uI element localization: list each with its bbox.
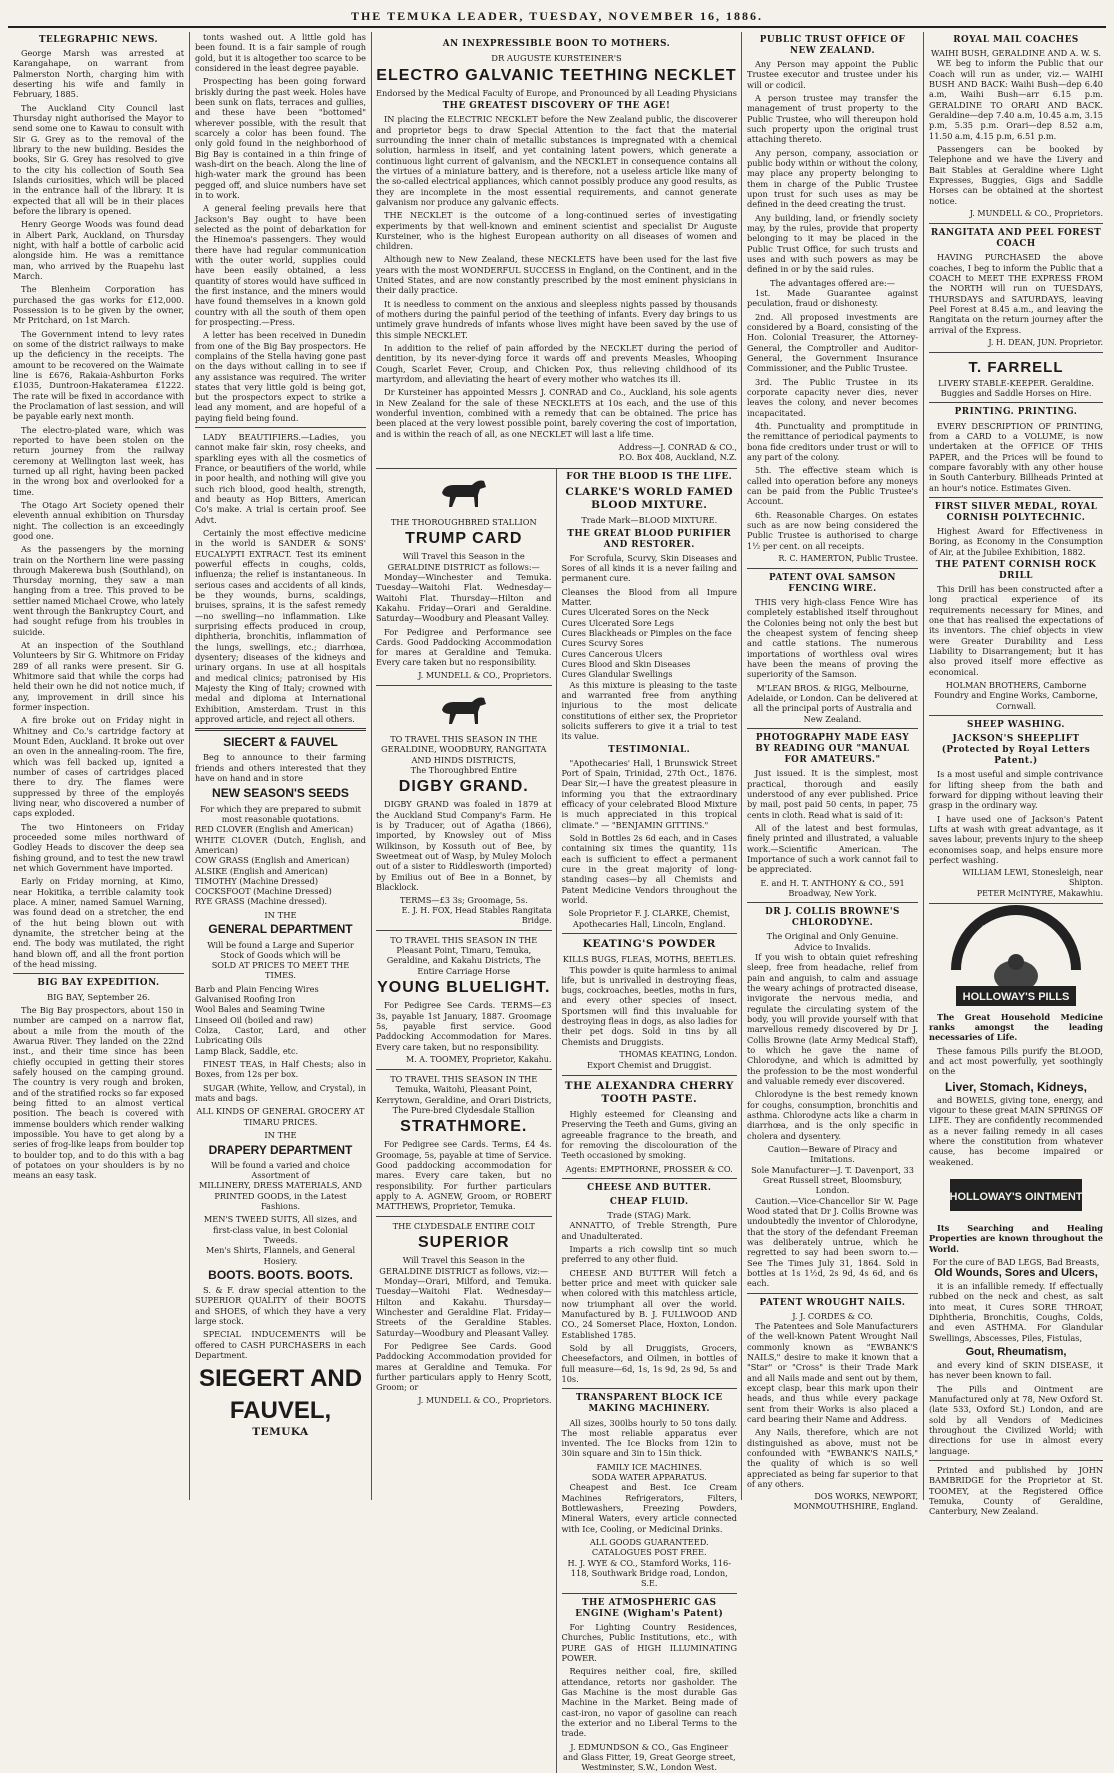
- annatto: ANNATTO, of Treble Strength, Pure and Unadulterated.: [561, 1220, 737, 1241]
- gout-text: and every kind of SKIN DISEASE, it has never been known to fail.: [929, 1359, 1103, 1381]
- list-item: Cures Glandular Swellings: [561, 669, 673, 680]
- digby-pre: TO TRAVEL THIS SEASON IN THE GERALDINE, WOODBURY, RANGITATA AND HINDS DISTRICTS,: [381, 733, 547, 765]
- news-paragraph: The electro-plated ware, which was reported to have been stolen on the return journey from the railway ceremony at Wellington last week, has turned up all right, having been packed in the wrong box and overlooked for a time.: [13, 424, 184, 497]
- list-item: Linseed Oil (boiled and raw): [195, 1014, 313, 1025]
- soda-text: Cheapest and Best. Ice Cream Machines Refrigerators, Filters, Bottlewashers, Freezing Powders, Mineral Waters, every article connected with Ice, Cooling, or Medicinal Drinks.: [561, 1482, 737, 1534]
- blood-sold: Sold in Bottles 2s 6d each, and in Cases containing six times the quantity, 11s each is sufficient to effect a permanent cure in the great majority of long-standing cases—by all Chemists and Patent Medicine Vendors throughout the world.: [561, 833, 737, 905]
- trump-title: TRUMP CARD: [405, 530, 523, 548]
- chlorodyne-caution: Caution—Beware of Piracy and Imitations.: [767, 1143, 898, 1165]
- blood-para: As this mixture is pleasing to the taste and warranted free from anything injurious to the most delicate constitutions of either sex, the Proprietor solicits sufferers to give it a trial to test its value.: [561, 679, 737, 742]
- list-item: Cures Ulcerated Sores on the Neck: [561, 607, 709, 618]
- mail-more: Passengers can be booked by Telephone and we have the Livery and Bait Stables at Geraldine where Light Expresses, Buggies, Gigs and Saddle Horses can be obtained at the shortest notice.: [929, 144, 1103, 206]
- seeds-intro: For which they are prepared to submit most reasonable quotations.: [200, 803, 361, 824]
- sugar-notice: SUGAR (White, Yellow, and Crystal), in mats and bags.: [195, 1082, 366, 1104]
- ice-text: All sizes, 300lbs hourly to 50 tons daily. The most reliable apparatus ever invented. The Ice Blocks from 12in to 30in square and 3in to 15in thick.: [561, 1417, 737, 1459]
- gout-heading: Gout, Rheumatism,: [965, 1346, 1067, 1359]
- divider: [376, 930, 552, 931]
- cures-list: [562, 587, 738, 680]
- strathmore-places: Temuka, Waitohi, Pleasant Point, Kerrytown, Geraldine, and Orari Districts, The Pure-bred Clydesdale Stallion: [376, 1084, 552, 1115]
- bluelight-places: Pleasant Point, Timaru, Temuka, Geraldine, and Kakahu Districts, The Entire Carriage Horse: [386, 945, 541, 976]
- digby-sub: The Thoroughbred Entire: [410, 764, 517, 775]
- photo-more: All of the latest and best formulas, finely printed and illustrated, a valuable work.—Scientific American. The Importance of such a work cannot fail to be appreciated.: [747, 822, 918, 875]
- nails-title: PATENT WROUGHT NAILS.: [759, 1297, 906, 1308]
- list-item: Cures Cancerous Ulcers: [561, 648, 663, 659]
- necklet-address-2: P.O. Box 408, Auckland, N.Z.: [618, 452, 737, 463]
- chlorodyne-more: Chlorodyne is the best remedy known for coughs, consumption, bronchitis and asthma. Chlorodyne acts like a charm in diarrhœa, and is the only specific in cholera and dysentery.: [747, 1089, 918, 1141]
- digby-terms: TERMS—£3 3s; Groomage, 5s.: [399, 895, 528, 906]
- boots-text: S. & F. draw special attention to the SUPERIOR QUALITY of their BOOTS and SHOES, of which they have a very large stock.: [195, 1285, 366, 1327]
- nails-signature: J. J. CORDES & CO.: [792, 1310, 873, 1321]
- grocery-notice: ALL KINDS OF GENERAL GROCERY AT TIMARU PRICES.: [196, 1106, 365, 1127]
- firm-intro: Beg to announce to their farming friends and others interested that they have on hand and in store: [195, 752, 366, 784]
- divider: [562, 1178, 738, 1179]
- advantage-item: 1st. Made Guarantee against peculation, fraud or dishonesty.: [747, 288, 918, 309]
- eucalypti-notice: Certainly the most effective medicine in the world is SANDER & SONS' EUCALYPTI EXTRACT. Test its eminent powerful effects in coughs, colds, influenza; the relief is instantaneous. In serious cases and accidents of all kinds, be they wounds, burns, scaldings, bruises, sprains, it is the safest remedy—no swelling—no inflammation. Like surprising effects produced in croup, diphtheria, bronchitis, inflammation of the lungs, swellings, etc.; diarrhœa, dysentery; diseases of the kidneys and urinary organs. In use at all hospitals and medical clinics; patronised by His Majesty the King of Italy; crowned with medal and diploma at International Exhibition, Amsterdam. Trust in this approved article, and reject all others.: [195, 528, 366, 724]
- news-paragraph: The Auckland City Council last Thursday night authorised the Mayor to send some one to Kawau to consult with Sir G. Grey as to the removal of the library to the new building. Besides the books, Sir G. Grey has resolved to give to the city his collection of South Sea Islands curiosities, which will be placed in the entrance hall of the library. It is expected that all will be in their places before the library is opened.: [13, 102, 184, 216]
- trust-paragraph: Any Person may appoint the Public Trustee executor and trustee under his will or codicil.: [747, 59, 918, 90]
- trust-paragraph: A person trustee may transfer the management of trust property to the Public Trustee, who will thereupon hold such property upon the original trust attaching thereto.: [747, 93, 918, 145]
- necklet-endorsed: Endorsed by the Medical Faculty of Europe, and Pronounced by all Leading Physicians: [376, 87, 737, 98]
- trust-title: PUBLIC TRUST OFFICE OF NEW ZEALAND.: [759, 35, 906, 57]
- superior-days: Monday—Orari, Milford, and Temuka. Tuesday—Waitohi Flat. Wednesday—Hilton and Kakahu. Thursday—Winchester and Geraldine Flat. Friday—Streets of the Geraldine Stables. Saturday—Woodbury and Pleasant Valley.: [376, 1275, 552, 1338]
- chlorodyne-last: Caution.—Vice-Chancellor Sir W. Page Wood stated that Dr J. Collis Browne was undoubtedly the inventor of Chlorodyne, that the story of the defendant Freeman was deliberately untrue, which he regretted to say had been sworn to.—See The Times July 31, 1864. Sold in bottles at 1s 1½d, 2s 9d, 4s 6d, and 6s each.: [747, 1195, 918, 1289]
- list-item: WHITE CLOVER (Dutch, English, and American): [195, 834, 366, 855]
- chlorodyne-text: If you wish to obtain quiet refreshing sleep, free from headache, relief from pain and anguish, to calm and assuage the weary achings of protracted disease, invigorate the nervous media, and regulate the circulating system of the body, you will provide yourself with that marvellous remedy discovered by Dr J. Collis Browne (late Army Medical Staff), to which he gave the name of Chlorodyne, and which is admitted by the profession to be the most wonderful and valuable remedy ever discovered.: [747, 952, 918, 1087]
- divider: [929, 903, 1103, 904]
- list-item: COW GRASS (English and American): [195, 855, 350, 866]
- list-item: RED CLOVER (English and American): [195, 824, 354, 835]
- list-item: ALSIKE (English and American): [195, 865, 328, 876]
- divider: [13, 973, 184, 974]
- stag-trademark: Trade (STAG) Mark.: [607, 1210, 692, 1221]
- sheep-title: JACKSON'S SHEEPLIFT (Protected by Royal Letters Patent.): [941, 734, 1091, 767]
- bluelight-text: For Pedigree See Cards. TERMS—£3 3s, payable 1st January, 1887. Groomage 5s, payable first service. Good Paddocking Accommodation for Mares. Every care taken, but no responsibility.: [376, 1000, 552, 1052]
- strathmore-text: For Pedigree see Cards. Terms, £4 4s. Groomage, 5s, payable at time of Service. Good paddocking accommodation for mares. Every care taken, but no responsibility. For further particulars apply to A. AGNEW, Groom, or ROBERT MATTHEWS, Proprietor, Temuka.: [376, 1139, 552, 1212]
- drill-text: This Drill has been constructed after a long practical experience of its requirements necessary for Mines, and one that has realised the expectations of its inventors. The chief objects in view were Greater Durability and Less Liability to Disarrangement; but it has also proved itself more effective as economical.: [929, 584, 1103, 677]
- testimonial-text: "Apothecaries' Hall, 1 Brunswick Street Port of Spain, Trinidad, 27th Oct., 1876. Dear Sir,—I have the greatest pleasure in informing you that the extraordinary efficacy of your celebrated Blood Mixture is much appreciated in this tropical climate." — "BENJAMIN GITTINS.": [561, 757, 737, 830]
- in-the-label: IN THE: [264, 1130, 297, 1141]
- chlorodyne-advice: Advice to Invalids.: [794, 941, 871, 952]
- cheese-title: CHEESE AND BUTTER.: [587, 1182, 712, 1193]
- friend-label: FRIEND OF ALL: [981, 923, 1051, 934]
- general-text: Will be found a Large and Superior Stock of Goods which will be: [207, 939, 354, 960]
- chlorodyne-signature: Sole Manufacturer—J. T. Davenport, 33 Great Russell street, Bloomsbury, London.: [751, 1164, 914, 1196]
- trump-text: Will Travel this Season in the GERALDINE DISTRICT as follows:—: [387, 551, 540, 572]
- divider: [562, 1388, 738, 1389]
- big-bay-heading: BIG BAY EXPEDITION.: [37, 978, 160, 989]
- trump-days: Monday—Winchester and Temuka. Tuesday—Waitohi Flat. Wednesday—Waitohi Flat. Thursday—Hilton and Kakahu. Friday—Orari and Geraldine. Saturday—Woodbury and Pleasant Valley.: [376, 571, 552, 624]
- peel-title: RANGITATA AND PEEL FOREST COACH: [930, 228, 1102, 250]
- strathmore-title: STRATHMORE.: [400, 1118, 528, 1136]
- testimonial-heading: TESTIMONIAL.: [608, 744, 691, 755]
- advantage-item: 3rd. The Public Trustee in its corporate capacity never dies, never leaves the colony, and never becomes incapacitated.: [747, 376, 918, 418]
- column-5: [742, 32, 924, 1512]
- list-item: Cures Blackheads or Pimples on the face: [561, 628, 732, 639]
- blood-proprietor: Sole Proprietor F. J. CLARKE, Chemist, Apothecaries Hall, Lincoln, England.: [568, 908, 731, 929]
- trust-signature: R. C. HAMERTON, Public Trustee.: [778, 553, 918, 563]
- news-paragraph: Early on Friday morning, at Kimo, near Hokitika, a terrible calamity took place. A miner, named Samuel Warning, was found dead on a stretcher, the end of the hut being blown out with dynamite, the stretcher being at the end. The body was mutilated, the right hand blown off, and all the front portion of the head missing.: [13, 876, 184, 969]
- holloway-pills: These famous Pills purify the BLOOD, and act most powerfully, yet soothingly on the: [929, 1045, 1103, 1077]
- news-paragraph: A fire broke out on Friday night in Whitney and Co.'s cartridge factory at Mount Eden, Auckland. It broke out over an oven in the annealing-room. The fire, which was fell backed up, ignited a number of cases of cartridges placed there to dry. The flames were suppressed by three of the employés living near, who discovered a number of caps exploded.: [13, 715, 184, 819]
- ice-title: TRANSPARENT BLOCK ICE MAKING MACHINERY.: [575, 1393, 723, 1415]
- gas-more: Requires neither coal, fire, skilled attendance, retorts nor gasholder. The Gas Machine is the most durable Gas Machine in the Market. Being made of cast-iron, no vapor of gasoline can reach the exterior and no Liberal Terms to the trade.: [561, 1666, 737, 1739]
- blood-head: FOR THE BLOOD IS THE LIFE.: [566, 471, 733, 482]
- nails-text: The Patentees and Sole Manufacturers of the well-known Patent Wrought Nail commonly known as "EWBANK'S NAILS," desire to make it known that a "Star" or "Cross" is their Trade Mark and all Nails made and sent out by them, except clasp, bear this mark upon their heads, and thus while every package sent from their Works is also placed a card bearing their Name and Address.: [747, 1320, 918, 1424]
- necklet-paragraph: Although new to New Zealand, these NECKLETS have been used for the last five years with the most WONDERFUL SUCCESS in England, on the Continent, and in the United States, and are now constantly prescribed by the most eminent physicians in their daily practice.: [376, 254, 737, 296]
- divider: [929, 715, 1103, 716]
- superior-title: SUPERIOR: [417, 1234, 510, 1252]
- ointment-label: HOLLOWAY'S OINTMENT: [949, 1190, 1083, 1203]
- trust-paragraph: Any person, company, association or public body within or without the colony, may place any property belonging to them in charge of the Public Trustee upon trust for such uses as may be defined in the deed creating the trust.: [747, 147, 918, 210]
- nails-address: DOS WORKS, NEWPORT, MONMOUTHSHIRE, England.: [793, 1492, 918, 1512]
- keating-export: Export Chemist and Druggist.: [587, 1060, 712, 1071]
- divider: [376, 1216, 552, 1217]
- samson-signature: M'LEAN BROS. & RIGG, Melbourne, Adelaide, or London. Can be delivered at all the principal ports of Australia and New Zealand.: [747, 682, 918, 724]
- liver-heading: Liver, Stomach, Kidneys,: [944, 1079, 1088, 1094]
- news-paragraph: A letter has been received in Dunedin from one of the Big Bay prospectors. He complains of the Stella having gone past on the days without calling in to see if any assistance was required. The writer states that very little gold is being got, but the prospectors expect to strike a lead any moment, and are hopeful of a paying field being found.: [195, 330, 366, 423]
- bluelight-pre: TO TRAVEL THIS SEASON IN THE: [390, 934, 538, 945]
- holloway-banner: HOLLOWAY'S PILLS: [962, 990, 1070, 1003]
- news-paragraph: Henry George Woods was found dead in Albert Park, Auckland, on Thursday night, with half a bottle of carbolic acid alongside him. He was a remittance man, who arrived by the Ruapehu last March.: [13, 219, 184, 281]
- chlorodyne-sub: The Original and Only Genuine.: [766, 931, 899, 942]
- gas-title: THE ATMOSPHERIC GAS ENGINE (Wigham's Patent): [575, 1597, 724, 1619]
- annatto-text: Imparts a rich cowslip tint so much preferred to any other fluid.: [561, 1244, 737, 1265]
- digby-title: DIGBY GRAND.: [398, 778, 529, 796]
- sheep-text: Is a most useful and simple contrivance for lifting sheep from the bath and forward for dipping without leaving their grasp in the ordinary way.: [929, 769, 1103, 811]
- ointment-text: Its Searching and Healing Properties are known throughout the World.: [929, 1222, 1103, 1254]
- drill-signature: HOLMAN BROTHERS, Camborne Foundry and Engine Works, Camborne, Cornwall.: [934, 680, 1098, 711]
- column-2: [190, 32, 372, 1500]
- list-item: Colza, Castor, Lard, and other Lubricating Oils: [195, 1025, 366, 1046]
- column-3-4: [372, 32, 742, 1773]
- samson-title: PATENT OVAL SAMSON FENCING WIRE.: [769, 573, 896, 595]
- ice-signature: H. J. WYE & CO., Stamford Works, 116-118, Southwark Bridge road, London, S.E.: [567, 1557, 731, 1589]
- list-item: Galvanised Roofing Iron: [195, 994, 296, 1005]
- firm-name: SIECERT & FAUVEL: [223, 735, 338, 750]
- list-item: RYE GRASS (Machine dressed).: [195, 896, 328, 907]
- necklet-paragraph: In addition to the relief of pain afforded by the NECKLET during the period of dentition, by its never-dying force it wards off and prevents Measles, Whooping Cough, Scarlet Fever, Croup, and Chicken Pox, thus relieving childhood of its martyrdom, and alleviating the heart of every mother who watches its ill.: [376, 343, 737, 385]
- liver-text: and BOWELS, giving tone, energy, and vigour to these great MAIN SPRINGS OF LIFE. They are confidently recommended as a never failing remedy in all cases where the constitution from whatever cause, has become impaired or weakened.: [929, 1094, 1103, 1167]
- necklet-doctor: DR AUGUSTE KURSTEINER'S: [491, 53, 622, 64]
- farrell-text: Buggies and Saddle Horses on Hire.: [940, 388, 1092, 399]
- cheese-sold: Sold by all Druggists, Grocers, Cheesefactors, and Oilmen, in bottles of full measure—6d, 1s, 1s 9d, 2s 9d, 5s and 10s.: [561, 1343, 737, 1385]
- necklet-paragraph: Dr Kursteiner has appointed Messrs J. CONRAD and Co., Auckland, his sole agents in New Zealand for the sale of these NECKLETS at 10s each, and the use of this wonderful invention, combined with a remedy that can be obtained. The price has been placed at the very lowest possible point, barely covering the cost of importation, and is within the reach of all, as one NECKLET will last a life time.: [376, 387, 737, 439]
- news-paragraph: The Otago Art Society opened their eleventh annual exhibition on Thursday night. The collection is an exceedingly good one.: [13, 499, 184, 541]
- superior-more: For Pedigree See Cards. Good Paddocking Accommodation provided for mares at Geraldine and Temuka. For further particulars apply to Henry Scott, Groom; or: [376, 1340, 552, 1393]
- gas-signature: J. EDMUNDSON & CO., Gas Engineer and Glass Fitter, 19, Great George street, Westminster, S.W., London West.: [562, 1741, 736, 1773]
- divider: [195, 728, 366, 731]
- nails-more: Any Nails, therefore, which are not distinguished as above, must not be confounded with "EWBANK'S NAILS," the quality of which is so well appreciated as being far superior to that of any others.: [747, 1427, 918, 1489]
- divider: [195, 427, 366, 428]
- horse-icon: [434, 473, 494, 513]
- necklet-paragraph: IN placing the ELECTRIC NECKLET before the New Zealand public, the discoverer and proprietor begs to draw Special Attention to the fact that the material surrounding the inner chain of metallic substances is impregnated with a chemical solution, harmless in itself, and yet containing latent powers, which generate a continuous light current of galvanism, and the NECKLET in consequence contains all the virtues of a miniature battery, and is therefore, not a useless article like many of the so-called electrical appliances, which cannot possibly produce any good results, as they are incomplete in the most essential requirements, and cannot generate galvanism nor produce any galvanic effects.: [376, 114, 737, 207]
- news-paragraph: tonts washed out. A little gold has been found. It is a fair sample of rough gold, but it is altogether too scarce to be considered in the least degree payable.: [195, 32, 366, 73]
- general-department-title: GENERAL DEPARTMENT: [208, 922, 353, 937]
- cheap-fluid: CHEAP FLUID.: [609, 1197, 689, 1208]
- mail-sub: WAIHI BUSH, GERALDINE AND A. W. S.: [930, 48, 1102, 59]
- sub-columns: [376, 469, 737, 1773]
- signature-line: FAUVEL,: [229, 1396, 332, 1424]
- peel-text: HAVING PURCHASED the above coaches, I beg to inform the Public that a COACH to MEET THE EXPRESS FROM the NORTH will run on TUESDAYS, THURSDAYS and SATURDAYS, leaving Peel Forest at 8.45 a.m., and leaving the Rangitata on the return journey after the arrival of the Express.: [929, 252, 1103, 335]
- digby-text: DIGBY GRAND was foaled in 1879 at the Auckland Stud Company's Farm. He is by Traducer, out of Agatha (1866), imported, by Knowsley out of Miss Wilkinson, by Kossuth out of Bee, by Sweetmeat out of Wasp, by Muley Moloch out of a sister to Riddlesworth (imported) by Emilius out of Bee in a Bonnet, by Blacklock.: [376, 799, 552, 892]
- bad-legs: For the cure of BAD LEGS, Bad Breasts,: [932, 1256, 1100, 1267]
- advantage-item: 6th. Reasonable Charges. On estates such as are now being considered the Public Trustee is authorised to charge 1½ per cent. on all receipts.: [747, 509, 918, 551]
- mail-title: ROYAL MAIL COACHES: [953, 35, 1079, 45]
- list-item: Cures Blood and Skin Diseases: [561, 659, 691, 669]
- drill-title: THE PATENT CORNISH ROCK DRILL: [935, 560, 1097, 582]
- column-3: [376, 469, 557, 1773]
- trump-pre: THE THOROUGHBRED STALLION: [390, 516, 537, 527]
- cherry-text: Highly esteemed for Cleansing and Preserving the Teeth and Gums, giving an agreeable fragrance to the breath, and for removing the discolouration of the Teeth occasioned by smoking.: [561, 1108, 737, 1161]
- sheep-testimonial: I have used one of Jackson's Patent Lifts at wash with great advantage, as it saves labour, prevents injury to the sheep economises soap, and helps ensure more perfect washing.: [929, 813, 1103, 866]
- divider: [929, 1460, 1103, 1461]
- gas-text: For Lighting Country Residences, Churches, Public Institutions, etc., with PURE GAS of HIGH ILLUMINATING POWER.: [561, 1621, 737, 1663]
- divider: [562, 1075, 738, 1076]
- columns: [8, 32, 1106, 1773]
- keating-text: This powder is quite harmless to animal life, but is unrivalled in destroying fleas, bugs, cockroaches, beetles, moths in furs, and every other species of insect. Sportsmen will find this invaluable for destroying fleas in dogs, as also ladies for their pet dogs. Sold in tins by all Chemists and Druggists.: [561, 964, 737, 1047]
- farrell-name: T. FARRELL: [968, 358, 1064, 376]
- keating-title: KEATING'S POWDER: [582, 937, 716, 950]
- divider: [747, 1293, 918, 1294]
- farrell-sub: LIVERY STABLE-KEEPER. Geraldine.: [938, 377, 1094, 388]
- strathmore-pre: TO TRAVEL THIS SEASON IN THE: [390, 1073, 538, 1084]
- sheep-signature-2: PETER McINTYRE, Makawhiu.: [976, 888, 1103, 898]
- list-item: Cures Ulcerated Sore Legs: [561, 617, 674, 628]
- news-paragraph: The Blenheim Corporation has purchased the gas works for £12,000. Possession is to be given by the owner, Mr Pritchard, on 1st March.: [13, 284, 184, 326]
- news-paragraph: The two Hintoneers on Friday proceeded some miles northward of Godley Heads to discover the deep sea fishing ground, and to test the new trawl net which Government have imported.: [13, 821, 184, 874]
- blood-text: For Scrofula, Scurvy, Skin Diseases and Sores of all kinds it is a never failing and permanent cure.: [561, 552, 737, 584]
- photo-signature: E. and H. T. ANTHONY & CO., 591 Broadway, New York.: [760, 877, 905, 898]
- divider: [376, 685, 552, 686]
- tea-notice: FINEST TEAS, in Half Chests; also in Boxes, from 12s per box.: [195, 1059, 366, 1080]
- masthead: [8, 6, 1106, 28]
- medal-title: FIRST SILVER MEDAL, ROYAL CORNISH POLYTECHNIC.: [934, 501, 1098, 523]
- holloway-text: The Great Household Medicine ranks amongst the leading necessaries of Life.: [929, 1011, 1103, 1043]
- bluelight-signature: M. A. TOOMEY, Proprietor, Kakahu.: [406, 1054, 552, 1064]
- beautifier-notice: LADY BEAUTIFIERS.—Ladies, you cannot make fair skin, rosy cheeks, and sparkling eyes with all the cosmetics of France, or beautifiers of the world, while in poor health, and nothing will give you such rich blood, good health, strength, and beauty as Hop Bitters, American Co's make. A trial is certain proof. See Advt.: [195, 432, 366, 525]
- goods-list: [195, 984, 366, 1056]
- peel-signature: J. H. DEAN, JUN. Proprietor.: [988, 337, 1103, 347]
- trust-paragraph: Any building, land, or friendly society may, by the rules, provide that property belonging to it may be placed in the Public Trust Office, for such trusts and uses and with such powers as may be defined in or by the said rules.: [747, 212, 918, 275]
- divider: [747, 728, 918, 729]
- shirts-notice: Men's Shirts, Flannels, and General Hosiery.: [205, 1245, 356, 1266]
- medal-text: Highest Award for Effectiveness in Boring, as Economy in the Consumption of Air, at the Jubilee Exhibition, 1882.: [929, 526, 1103, 557]
- dateline: BIG BAY, September 26.: [46, 992, 151, 1003]
- blood-sub: THE GREAT BLOOD PURIFIER AND RESTORER.: [567, 528, 732, 550]
- list-item: Barb and Plain Fencing Wires: [195, 983, 319, 994]
- drapery-items: MILLINERY, DRESS MATERIALS, AND PRINTED GOODS, in the Latest Fashions.: [199, 1180, 362, 1212]
- old-wounds-text: it is an infallible remedy. If effectually rubbed on the neck and chest, as salt into meat, it Cures SORE THROAT, Diphtheria, Bronchitis, Coughs, Colds, and even ASTHMA. For Glandular Swellings, Abscesses, Piles, Fistulas,: [929, 1281, 1103, 1343]
- column-4: [557, 469, 738, 1773]
- necklet-paragraph: THE NECKLET is the outcome of a long-continued series of investigating experiments by that well-known and eminent scientist and specialist Dr Auguste Kursteiner, who is the highest European authority on all diseases of women and children.: [376, 210, 737, 252]
- cheese-rennet: CHEESE AND BUTTER Will fetch a better price and meet with quicker sale when colored with this matchless article, now triumphant all over the world. Manufactured by B. J. FULLWOOD AND CO., 24 Somerset Place, Hoxton, London. Established 1785.: [561, 1267, 737, 1340]
- old-wounds-heading: Old Wounds, Sores and Ulcers,: [934, 1267, 1098, 1280]
- in-the-label: IN THE: [264, 909, 297, 920]
- telegraphic-news-heading: TELEGRAPHIC NEWS.: [38, 35, 159, 45]
- list-item: Lamp Black, Saddle, etc.: [195, 1045, 299, 1056]
- blood-trademark: Trade Mark—BLOOD MIXTURE.: [581, 515, 718, 526]
- divider: [929, 497, 1103, 498]
- suits-notice: MEN'S TWEED SUITS, All sizes, and first-class value, in best Colonial Tweeds.: [203, 1214, 358, 1246]
- printing-text: EVERY DESCRIPTION OF PRINTING, from a CARD to a VOLUME, is now undertaken at the OFFICE OF THIS PAPER, and the Prices will be found to compare favorably with any other house in South Canterbury. Billheads Printed at an hour's notice. Estimates Given.: [929, 420, 1103, 493]
- ointment-emblem: [946, 1171, 1086, 1219]
- cherry-agents: Agents: EMPTHORNE, PROSSER & CO.: [565, 1163, 733, 1174]
- superior-pre: THE CLYDESDALE ENTIRE COLT: [392, 1220, 535, 1231]
- photo-title: PHOTOGRAPHY MADE EASY BY READING OUR "MANUAL FOR AMATEURS.": [755, 733, 910, 766]
- divider: [929, 352, 1103, 353]
- news-paragraph: At an inspection of the Southland Volunteers by Sir G. Whitmore on Friday 289 of all ranks were present. Sir G. Whitmore said that while the corps had held their own he did not notice much, if any, improvement in drill since his former inspection.: [13, 640, 184, 713]
- signature-line: SIEGERT AND: [198, 1365, 363, 1393]
- mail-signature: J. MUNDELL & CO., Proprietors.: [969, 209, 1103, 218]
- divider: [562, 933, 738, 934]
- trump-more: For Pedigree and Performance see Cards. Good Paddocking Accommodation for mares at Geraldine and Temuka. Every care taken but no responsibility.: [376, 626, 552, 668]
- necklet-address: Address—J. CONRAD & CO.,: [618, 442, 737, 453]
- imprint: Printed and published by JOHN BAMBRIDGE for the Proprietor at St. TOOMEY, at the Registered Office Temuka, County of Geraldine, Canterbury, New Zealand.: [929, 1464, 1103, 1517]
- drapery-text: Will be found a varied and choice Assortment of: [211, 1159, 350, 1181]
- photo-text: Just issued. It is the simplest, most practical, thorough and easily understood of any ever published. Price by mail, post paid 50 cents, in paper, 75 cents in cloth. Read what is said of it:: [747, 768, 918, 820]
- advantage-item: 4th. Punctuality and promptitude in the remittance of periodical payments to bona fide creditors under trust or will to any part of the colony.: [747, 420, 918, 462]
- sheep-heading: SHEEP WASHING.: [967, 720, 1065, 731]
- seeds-title: NEW SEASON'S SEEDS: [212, 786, 349, 801]
- bluelight-title: YOUNG BLUELIGHT.: [377, 979, 551, 997]
- necklet-paragraph: It is needless to comment on the anxious and sleepless nights passed by thousands of mothers during the painful period of the teething of infants. Every day brings to us untimely grave hundreds of infants whose lives might have been saved by the use of this simple NECKLET.: [376, 298, 737, 340]
- keating-sub: KILLS BUGS, FLEAS, MOTHS, BEETLES.: [562, 954, 736, 965]
- list-item: Wool Bales and Seaming Twine: [195, 1004, 325, 1015]
- divider: [929, 402, 1103, 403]
- news-paragraph: Prospecting has been going forward briskly during the past week. Holes have been sunk on flats, terraces and gullies, and these have been "bottomed" wherever possible, with the result that scarcely a color has been found. The only gold found in the neighborhood of Big Bay is contained in a thin fringe of wash-dirt on the beach. Along the line of high-water mark the ground has been pegged off, and sluice numbers have set in to work.: [195, 76, 366, 200]
- cherry-title: THE ALEXANDRA CHERRY TOOTH PASTE.: [564, 1079, 734, 1105]
- sheep-signature: WILLIAM LEWI, Stonesleigh, near Shipton.: [962, 868, 1103, 888]
- guaranteed: ALL GOODS GUARANTEED.: [589, 1537, 709, 1548]
- divider: [747, 902, 918, 903]
- superior-signature: J. MUNDELL & CO., Proprietors.: [418, 1395, 552, 1405]
- samson-text: THIS very high-class Fence Wire has completely established itself throughout the Colonies being not only the best but the cheapest system of fencing sheep and cattle stations. The numerous importations of worthless oval wires have been the means of proving the superiority of the Samson.: [747, 597, 918, 680]
- mail-text: WE beg to inform the Public that our Coach will run as under, viz.— WAIHI BUSH AND BACK: Waihi Bush—dep 6.40 a.m, Waihi Bush—arr 6.15 p.m. GERALDINE TO ORARI AND BACK. Geraldine—dep 7.40 a.m, 10.45 a.m, 3.15 p.m, 5.35 p.m. Orari—dep 8.52 a.m, 11.50 a.m, 4.15 p.m, 6.51 p.m.: [929, 58, 1103, 141]
- divider: [929, 223, 1103, 224]
- advantage-item: 2nd. All proposed investments are considered by a Board, consisting of the Hon. Colonial Treasurer, the Attorney-General, the Comptroller and Auditor-General, the Government Insurance Commissioner, and the Public Trustee.: [747, 311, 918, 374]
- masthead-title: THE TEMUKA LEADER, TUESDAY, NOVEMBER 16, 1886.: [350, 8, 764, 23]
- news-paragraph: As the passengers by the morning train on the Northern line were passing through Makerewa bush (Southland), on Thursday morning, they saw a man hanging from a tree. This proved to be settler named Michael Crowe, who lately went through the Bankruptcy Court, and had sought refuge from his troubles in suicide.: [13, 544, 184, 637]
- divider: [747, 568, 918, 569]
- drapery-title: DRAPERY DEPARTMENT: [208, 1142, 353, 1157]
- boots-title: BOOTS. BOOTS. BOOTS.: [208, 1268, 353, 1283]
- trump-signature: J. MUNDELL & CO., Proprietors.: [418, 670, 552, 680]
- keating-signature: THOMAS KEATING, London.: [619, 1050, 737, 1060]
- necklet-ad: [376, 32, 737, 469]
- news-paragraph: A general feeling prevails here that Jackson's Bay ought to have been selected as the point of debarkation for the Hinemoa's passengers. They would there have had regular communication with the outer world, supplies could have been easily obtained, a less quantity of stores would have sufficed in the first instance, and the miners would have found themselves in a known gold country with all the south of them open for prospecting.—Press.: [195, 203, 366, 327]
- telegraphic-news-body: [13, 48, 184, 969]
- news-paragraph: The Big Bay prospectors, about 150 in number are camped on a narrow flat, about a mile from the mouth of the Awarua River. They landed on the 22nd inst., and their time since has been chiefly occupied in getting their stores safely housed on the camping ground. The country is very rough and broken, and of the stratified rocks so far exposed being fitted to an almost vertical position. The beach is covered with immense boulders which render walking impossible. You have to get along by a series of frog-like leaps from boulder top to boulder top, and to do this with a bag of potatoes on your shoulders is by no means an easy task.: [13, 1004, 184, 1181]
- superior-text: Will Travel this Season in the GERALDINE DISTRICT as follows, viz:—: [379, 1255, 549, 1276]
- list-item: Cures Scurvy Sores: [561, 638, 644, 649]
- special-notice: SPECIAL INDUCEMENTS will be offered to CASH PURCHASERS in each Department.: [195, 1329, 366, 1361]
- necklet-head: AN INEXPRESSIBLE BOON TO MOTHERS.: [442, 39, 671, 49]
- list-item: TIMOTHY (Machine Dressed): [195, 875, 319, 886]
- digby-signature: E. J. H. FOX, Head Stables Rangitata Bridge.: [401, 905, 552, 925]
- column-6: [924, 32, 1108, 1517]
- divider: [562, 1593, 738, 1594]
- signature-town: TEMUKA: [252, 1425, 309, 1438]
- divider: [376, 1069, 552, 1070]
- news-paragraph: The Government intend to levy rates on some of the district railways to make up the deficiency in the receipts. The amount to be recovered on the Waimate line is £676, Rakaia-Ashburton Forks £1035, Duntroon-Hakateramea £1222. The rate will be fixed in accordance with the Proclamation of last session, and will be payable early next month.: [13, 328, 184, 422]
- family-ice: FAMILY ICE MACHINES.: [596, 1461, 702, 1472]
- advantage-item: 5th. The effective steam which is called into operation before any moneys can be paid from the Public Trustee's Account.: [747, 465, 918, 507]
- catalogues: CATALOGUES POST FREE.: [591, 1547, 707, 1558]
- news-paragraph: George Marsh was arrested at Karangahape, on warrant from Palmerston North, charging him with deserting his wife and family in February, 1885.: [13, 48, 184, 100]
- column-1: [8, 32, 190, 1500]
- list-item: COCKSFOOT (Machine Dressed): [195, 886, 332, 897]
- necklet-tagline: THE GREATEST DISCOVERY OF THE AGE!: [442, 101, 671, 112]
- seeds-list: [195, 824, 366, 907]
- list-item: Cleanses the Blood from all Impure Matter.: [561, 586, 737, 608]
- blood-title: CLARKE'S WORLD FAMED BLOOD MIXTURE.: [565, 485, 734, 512]
- horse-icon: [434, 690, 494, 730]
- printing-title: PRINTING. PRINTING.: [954, 407, 1078, 418]
- advantages-label: The advantages offered are:—: [770, 277, 895, 288]
- sold-at: SOLD AT PRICES TO MEET THE TIMES.: [211, 960, 350, 981]
- holloway-emblem: [946, 910, 1086, 1010]
- soda-water: SODA WATER APPARATUS.: [591, 1472, 707, 1483]
- necklet-title: ELECTRO GALVANIC TEETHING NECKLET: [376, 66, 737, 84]
- chlorodyne-title: DR J. COLLIS BROWNE'S CHLORODYNE.: [765, 907, 900, 929]
- holloway-address: The Pills and Ointment are Manufactured only at 78, New Oxford St. (late 533, Oxford St.) London, and are sold by all Vendors of Medicines throughout the Civilized World; with directions for use in almost every language.: [929, 1383, 1103, 1456]
